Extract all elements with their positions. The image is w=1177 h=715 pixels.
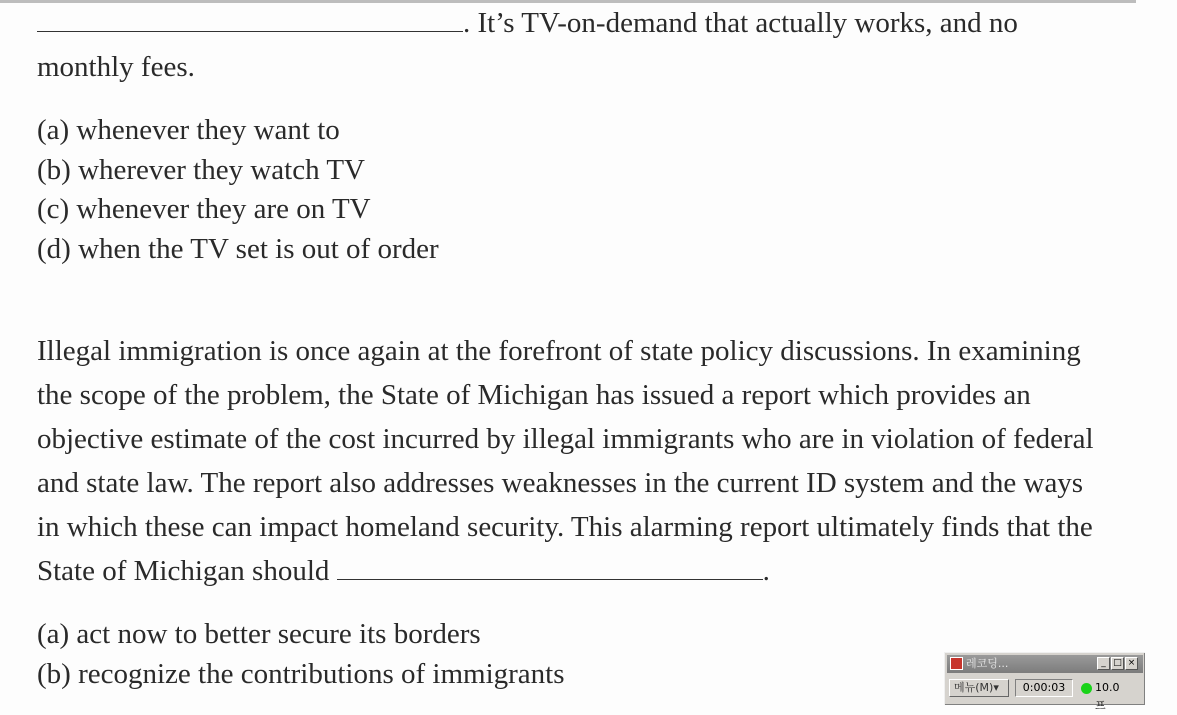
q1-option-c: (c) whenever they are on TV (37, 193, 371, 225)
maximize-icon[interactable]: □ (1111, 657, 1124, 670)
close-icon[interactable]: × (1125, 657, 1138, 670)
top-border (0, 0, 1136, 3)
recorder-app-icon (950, 657, 963, 670)
q1-stem-line-1 (37, 6, 1018, 40)
q2-passage-line: the scope of the problem, the State of Michigan has issued a report which provides an (37, 379, 1031, 411)
elapsed-time: 0:00:03 (1015, 679, 1073, 697)
q1-stem-line-2: monthly fees. (37, 51, 195, 83)
q2-passage-line: and state law. The report also addresses weaknesses in the current ID system and the ways (37, 467, 1084, 499)
recorder-menu-button[interactable]: 메뉴(M)▾ (949, 679, 1009, 697)
q2-option-b: (b) recognize the contributions of immigrants (37, 658, 565, 690)
answer-blank (37, 7, 463, 32)
q2-option-a: (a) act now to better secure its borders (37, 618, 481, 650)
q2-last-line-text: State of Michigan should (37, 555, 337, 587)
recorder-title-bar[interactable] (947, 655, 1143, 673)
q2-passage-line: objective estimate of the cost incurred by illegal immigrants who are in violation of federal (37, 423, 1094, 455)
q1-option-b: (b) wherever they watch TV (37, 154, 365, 186)
frame-rate: 10.0프 (1095, 681, 1120, 712)
q1-stem-text: . It’s TV-on-demand that actually works, and no (463, 7, 1018, 39)
answer-blank (337, 555, 763, 580)
q1-option-a: (a) whenever they want to (37, 114, 340, 146)
q1-option-d: (d) when the TV set is out of order (37, 233, 439, 265)
q2-passage-last-line (37, 554, 770, 588)
q2-passage-line: in which these can impact homeland security. This alarming report ultimately finds that the (37, 511, 1093, 543)
minimize-icon[interactable]: _ (1097, 657, 1110, 670)
q2-last-line-period: . (762, 555, 770, 587)
recording-status-icon (1081, 683, 1092, 694)
recorder-title: 레코딩... (966, 657, 1009, 670)
q2-passage-line: Illegal immigration is once again at the forefront of state policy discussions. In examining (37, 335, 1081, 367)
screen-recorder-widget[interactable] (944, 652, 1145, 712)
